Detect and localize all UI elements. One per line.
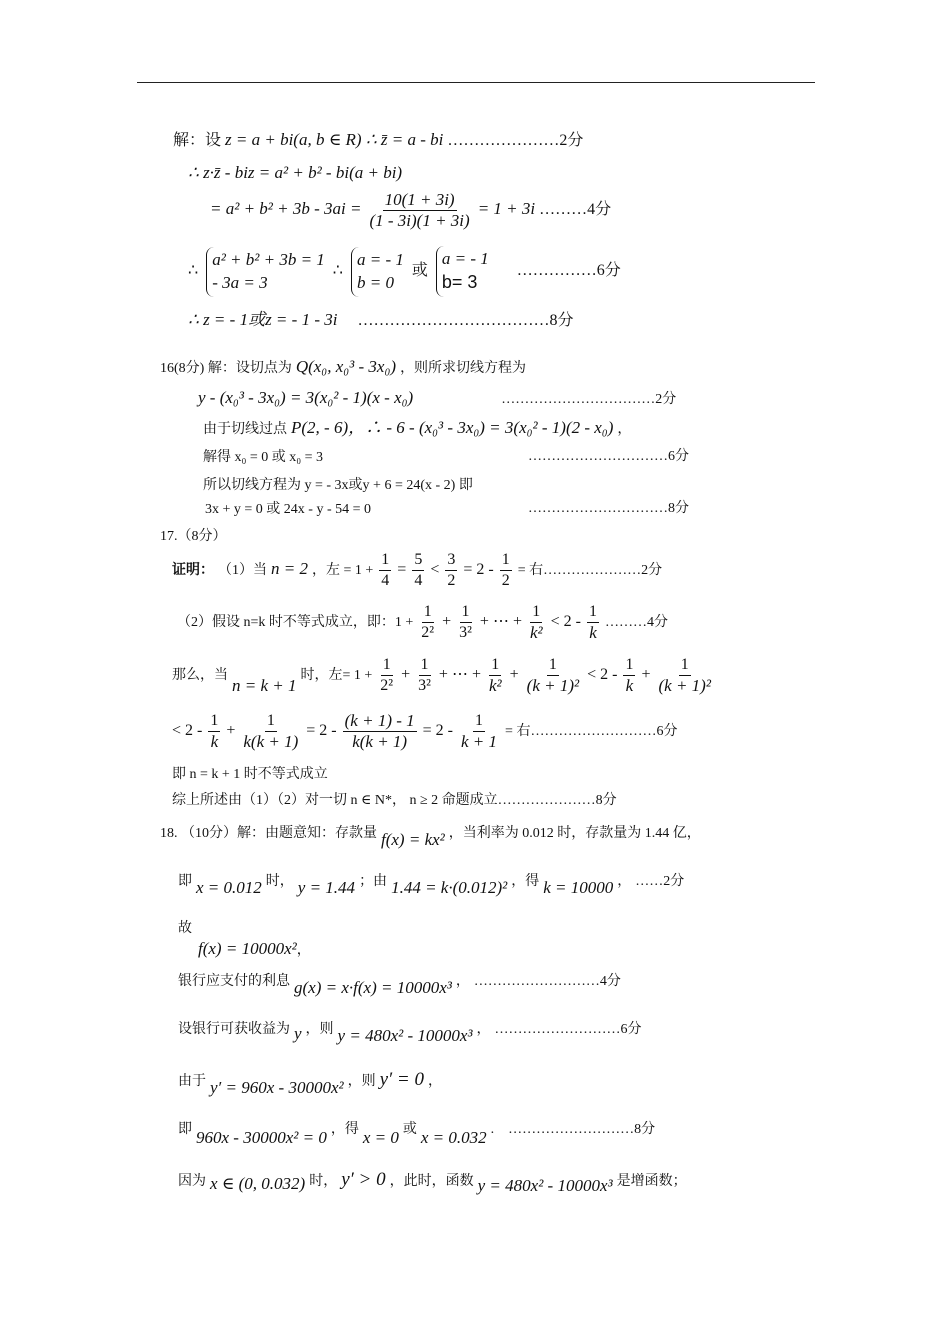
or-word: 或: [411, 262, 428, 280]
q18-text: ，: [617, 874, 632, 889]
denominator: 4: [414, 572, 423, 589]
fraction: [487, 655, 504, 696]
q18-text: ，得: [511, 874, 540, 889]
denominator: k: [589, 623, 597, 642]
q18-text: 18. （10分）解：由题意知：存款量: [160, 826, 377, 841]
q17-text: 那么，当: [172, 668, 228, 684]
numerator: 1: [530, 602, 542, 623]
score-marker: ………4分: [539, 201, 612, 219]
q15-lead: 解：设: [173, 132, 222, 149]
q18-line4: [178, 970, 621, 997]
q15-line5: [188, 310, 573, 331]
numerator: 1: [547, 655, 559, 676]
score-marker: ………………………4分: [473, 974, 621, 989]
score-marker: ………………………………8分: [357, 312, 574, 329]
q17-line1: 证明： （1）当 n = 2 ，左 = 1 + $\frac{1}{4}$ = $\frac{5}{4}$ < $\frac{3}{2}$ = 2 - $\frac{1}{2}$ = 右…………………2分: [172, 551, 663, 589]
system-row: b= 3: [441, 272, 478, 292]
q18-text: .: [490, 1122, 495, 1137]
q18-text: ，当利率为 0.012 时，存款量为 1.44 亿，: [448, 826, 701, 841]
denominator: k(k + 1): [243, 732, 299, 751]
q17-line3: 那么，当 n = k + 1 时，左= 1 + $\frac{1}{\text{2²}}$ + $\frac{1}{\text{3²}}$ + ⋯ + $\frac{1}{\text{k²}}$ + $\frac{1}{\text{(k + 1)²}}$ < 2 - $\frac{1}{k}$ + $\frac{1}{\text{(k + 1)²}}$: [172, 656, 711, 696]
proof-label: 证明：: [172, 563, 214, 579]
score-marker: ……………6分: [516, 262, 621, 280]
q16-lead: 16(8分) 解：设切点为: [160, 361, 292, 376]
q15-line2: [188, 163, 402, 184]
q16-math: P(2, - 6)，∴ - 6 - (x₀³ - 3x₀) = 3(x₀² - 1)(2 - x₀): [291, 418, 614, 437]
q18-line5: [178, 1018, 642, 1045]
system-row: a = - 1: [441, 249, 489, 268]
q18-text: ，则: [305, 1022, 334, 1037]
score-marker: …………………2分: [447, 132, 584, 149]
denominator: 2: [501, 572, 510, 589]
q15-math: = a² + b² + 3b - 3ai =: [210, 199, 362, 219]
score-marker: ………………………6分: [494, 1022, 642, 1037]
denominator: k²: [529, 623, 543, 642]
fraction: [208, 711, 220, 752]
q18-math: y = 480x² - 10000x³: [337, 1026, 473, 1045]
q18-math: k = 10000: [543, 878, 614, 897]
fraction: [587, 602, 599, 643]
q18-math: y: [294, 1024, 302, 1043]
q18-text: 或: [402, 1122, 417, 1137]
q17-text: = 右: [517, 563, 544, 579]
q17-line5: 即 n = k + 1 时不等式成立: [172, 767, 328, 782]
denominator: k: [625, 676, 634, 695]
denominator: 2²: [380, 677, 394, 694]
q18-text: 由于: [178, 1074, 206, 1089]
q18-text: ；由: [359, 874, 388, 889]
numerator: 1: [587, 602, 599, 623]
q17-math: n = 2: [271, 559, 308, 579]
q15-line1: [173, 130, 583, 151]
q16-math: Q(x₀, x₀³ - 3x₀): [295, 357, 397, 376]
score-marker: …………………………6分: [528, 449, 689, 464]
q17-math: n = k + 1: [232, 676, 297, 696]
header-rule: [137, 82, 815, 83]
q17-text: ，左 = 1 +: [311, 563, 374, 579]
q17-text: + ⋯ +: [438, 666, 481, 684]
numerator: 1: [500, 550, 512, 571]
q18-math: y′ = 0: [379, 1069, 425, 1090]
fraction: [378, 655, 395, 696]
score-marker: …………………2分: [543, 563, 663, 579]
denominator: (k + 1)²: [658, 676, 711, 695]
score-marker: …………………8分: [497, 793, 617, 808]
q16-line1: [160, 357, 526, 379]
q18-math: f(x) = 10000x²: [198, 939, 297, 958]
q16-line3: [203, 418, 631, 440]
q17-text: < 2 -: [587, 666, 618, 684]
fraction: [416, 655, 433, 696]
q18-text: 即: [178, 874, 192, 889]
system-row: b = 0: [356, 272, 394, 292]
fraction: [525, 655, 581, 696]
q16-line4: [203, 447, 689, 468]
denominator: 2: [447, 572, 456, 589]
equation-system: [436, 246, 489, 297]
q18-line7: [178, 1118, 656, 1147]
fraction: [419, 602, 436, 643]
q18-text: 即: [178, 1122, 192, 1137]
fraction: [367, 190, 471, 231]
q15-math: ∴ z·z̄ - biz = a² + b² - bi(a + bi): [188, 163, 403, 182]
q18-math: y′ > 0: [341, 1169, 386, 1190]
q16-text: 解得 x₀ = 0 或 x₀ = 3: [203, 450, 324, 465]
denominator: 3²: [459, 624, 472, 641]
q16-text: ，则所求切线方程为: [400, 361, 527, 376]
numerator: 1: [265, 711, 277, 732]
q18-math: y′ = 960x - 30000x²: [210, 1078, 344, 1097]
q17-text: = 2 -: [306, 722, 337, 740]
score-marker: ………………………6分: [530, 724, 678, 740]
q17-text: （2）假设 n=k 时不等式成立，即：1 +: [177, 615, 414, 631]
score-marker: ………4分: [604, 615, 668, 631]
denominator: k: [210, 732, 219, 751]
system-row: a = - 1: [356, 249, 404, 269]
equation-system: [206, 247, 325, 297]
score-marker: ……………………………2分: [501, 392, 677, 407]
q17-text: 综上所述由（1）（2）对一切 n ∈ N*， n ≥ 2 命题成立: [172, 793, 498, 808]
fraction: [459, 711, 499, 752]
numerator: 1: [623, 655, 635, 676]
denominator: 3²: [418, 677, 431, 694]
q15-line3: [210, 190, 611, 231]
fraction: [500, 550, 512, 591]
q16-line5: [203, 475, 473, 496]
score-marker: ………………………8分: [508, 1122, 656, 1137]
q16-math: y - (x₀³ - 3x₀) = 3(x₀² - 1)(x - x₀): [198, 388, 414, 407]
denominator: k + 1: [461, 732, 498, 751]
q18-text: 因为: [178, 1174, 206, 1189]
q18-text: ，此时，函数: [389, 1174, 474, 1189]
numerator: 1: [473, 711, 485, 732]
q18-math: x = 0.032: [420, 1128, 487, 1147]
q18-line3: [178, 918, 311, 961]
fraction: [412, 550, 424, 591]
denominator: (k + 1)²: [526, 676, 580, 695]
q18-text: 故: [178, 921, 192, 936]
system-row: - 3a = 3: [212, 272, 268, 292]
q15-math: z = a + bi(a, b ∈ R) ∴ z̄ = a - bi: [225, 130, 444, 149]
fraction: [445, 550, 457, 591]
equation-system: [351, 247, 404, 297]
fraction: [379, 550, 391, 591]
q18-text: ，得: [330, 1122, 359, 1137]
q18-text: ，: [476, 1022, 491, 1037]
fraction: [241, 711, 300, 752]
numerator: 10(1 + 3i): [384, 190, 455, 209]
q18-text: 银行应支付的利息: [178, 974, 290, 989]
q18-text: ，: [428, 1074, 443, 1089]
q18-math: y = 480x² - 10000x³: [477, 1176, 613, 1195]
denominator: k²: [488, 676, 502, 695]
q17-title: 17.（8分）: [160, 529, 227, 544]
q16-text: 所以切线方程为 y = - 3x或y + 6 = 24(x - 2) 即: [203, 478, 473, 493]
fraction: [623, 655, 635, 696]
q16-line6: [205, 499, 689, 520]
score-marker: …………………………8分: [528, 501, 689, 516]
q18-math: 1.44 = k·(0.012)²: [391, 878, 508, 897]
q18-line2: [178, 870, 685, 897]
q18-math: y = 1.44: [297, 878, 356, 897]
numerator: 1: [208, 711, 220, 732]
q18-math: x = 0.012: [196, 878, 262, 897]
denominator: (1 - 3i)(1 + 3i): [369, 211, 470, 230]
q17-text: < 2 -: [172, 722, 203, 740]
q15-math: ∴ z = - 1或z = - 1 - 3i: [188, 310, 338, 329]
q17-line6: [172, 790, 617, 811]
q18-text: 是增函数；: [616, 1174, 687, 1189]
q18-math: x = 0: [362, 1128, 399, 1147]
q18-text: 时，: [265, 874, 294, 889]
denominator: 2²: [421, 624, 435, 641]
q17-text: < 2 -: [550, 613, 581, 631]
numerator: 1: [379, 550, 391, 571]
fraction: [457, 602, 474, 643]
q16-text: ，: [617, 422, 632, 437]
q17-text: 时，左= 1 +: [300, 668, 373, 684]
q17-text: （1）当: [218, 563, 267, 579]
q16-text: 由于切线过点: [203, 422, 287, 437]
numerator: (k + 1) - 1: [344, 711, 415, 730]
system-row: a² + b² + 3b = 1: [212, 249, 325, 269]
numerator: 5: [412, 550, 424, 571]
denominator: k(k + 1): [352, 732, 408, 751]
q15-math: = 1 + 3i: [477, 199, 536, 219]
q18-text: 设银行可获收益为: [178, 1022, 290, 1037]
q18-text: 时，: [309, 1174, 338, 1189]
q18-text: ，则: [347, 1074, 376, 1089]
q17-text: = 右: [505, 724, 531, 740]
q17-line4: < 2 - $\frac{1}{k}$ + $\frac{1}{k(k + 1)}$ = 2 - $\frac{(k + 1) - 1}{k(k + 1)}$ = 2 - $\frac{1}{k + 1}$ = 右………………………6分: [172, 711, 678, 751]
numerator: 1: [422, 602, 434, 623]
numerator: 3: [445, 550, 457, 571]
numerator: 1: [679, 655, 691, 676]
q17-line2: （2）假设 n=k 时不等式成立，即：1 + $\frac{1}{\text{2²}}$ + $\frac{1}{\text{3²}}$ + ⋯ + $\frac{1}{\text{k²}}$ < 2 - $\frac{1}{k}$ ………4分: [177, 603, 668, 642]
q18-math: g(x) = x·f(x) = 10000x³: [294, 978, 452, 997]
q17-text: + ⋯ +: [479, 613, 522, 631]
q18-line1: [160, 822, 701, 849]
q18-text: ，: [455, 974, 470, 989]
q18-text: ，: [296, 943, 311, 958]
fraction: [656, 655, 712, 696]
numerator: 1: [489, 655, 501, 676]
score-marker: ……2分: [635, 874, 685, 889]
numerator: 1: [419, 655, 431, 676]
fraction: [528, 602, 545, 643]
fraction: [343, 711, 417, 752]
q18-math: x ∈ (0, 0.032): [210, 1174, 306, 1193]
q18-line8: [178, 1169, 687, 1195]
q16-line2: [198, 388, 676, 410]
q18-line6: [178, 1069, 443, 1097]
q15-line4: ∴ a² + b² + 3b = 1 - 3a = 3 ∴ a = - 1 b = 0 或 a = - 1 b= 3 ……………6分: [188, 246, 621, 297]
q16-text: 3x + y = 0 或 24x - y - 54 = 0: [205, 502, 372, 517]
numerator: 1: [381, 655, 393, 676]
q18-math: f(x) = kx²: [381, 830, 445, 849]
q17-text: = 2 -: [422, 722, 454, 740]
denominator: 4: [381, 572, 390, 589]
q18-math: 960x - 30000x² = 0: [196, 1128, 327, 1147]
numerator: 1: [460, 602, 472, 623]
